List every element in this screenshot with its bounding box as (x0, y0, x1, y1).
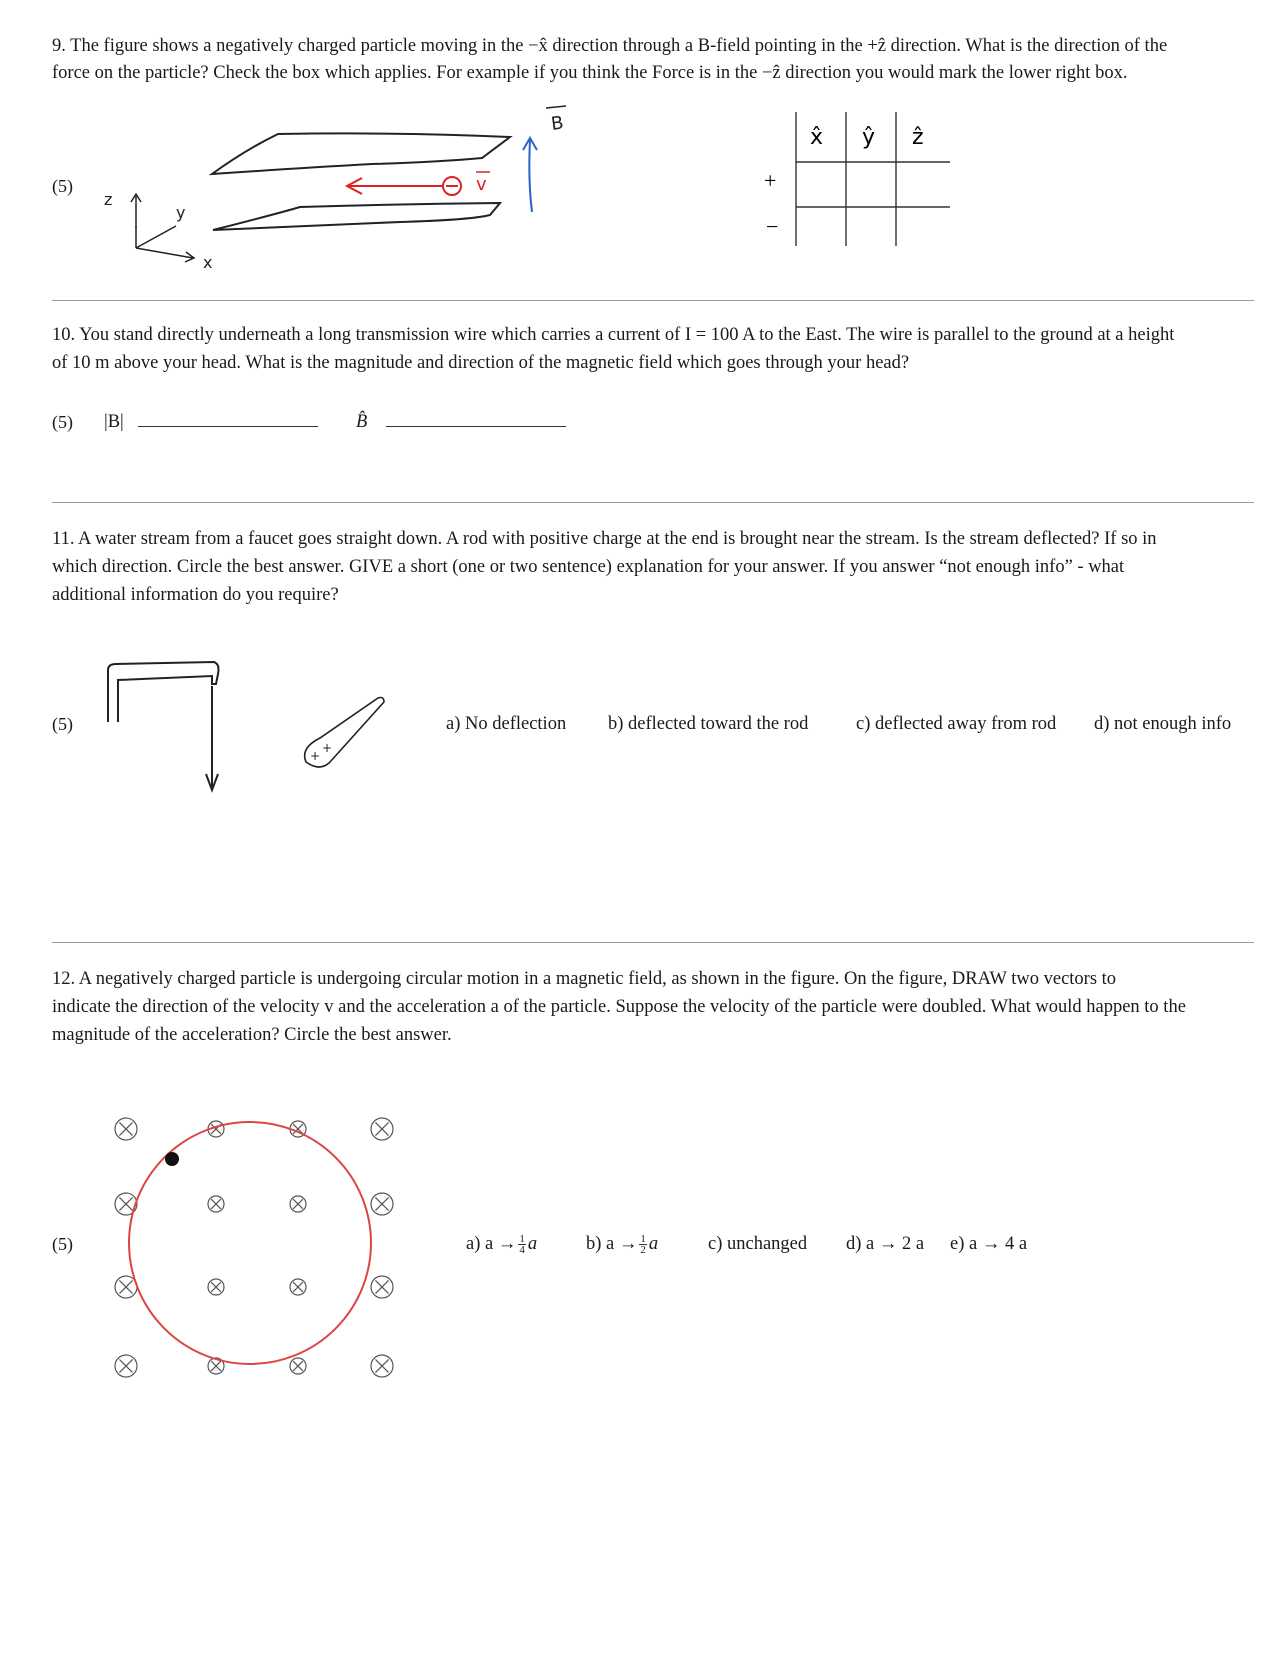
q12-option-b-suffix: a (648, 1234, 659, 1254)
q11-text-line1: 11. A water stream from a faucet goes straight down. A rod with positive charge at the end is brought near the stream. Is the stream deflected? If so in (52, 529, 1157, 549)
q12-text-line1: 12. A negatively charged particle is undergoing circular motion in a magnetic field, as shown in the figure. On the figure, DRAW two vectors to (52, 969, 1117, 989)
q12-option-a-suffix: a (527, 1234, 538, 1254)
fraction-numerator: 1 (640, 1233, 646, 1246)
axis-z-label: z (104, 190, 113, 209)
q12-option-b-prefix: b) a → (586, 1234, 638, 1254)
field-into-page-icon (208, 1279, 224, 1295)
q12-text-line3: magnitude of the acceleration? Circle the best answer. (52, 1025, 452, 1045)
fraction-denominator: 2 (640, 1244, 646, 1257)
q11-sketch (0, 650, 420, 800)
q11-text-line2 (52, 553, 1252, 581)
q11-option-d[interactable]: d) not enough info (1094, 714, 1232, 734)
q12-option-a[interactable] (466, 1234, 537, 1255)
field-into-page-icon (371, 1355, 393, 1377)
q12-points: (5) (52, 1234, 73, 1254)
q12-option-d[interactable]: d) a → 2 a (846, 1234, 925, 1254)
field-into-page-icon (290, 1358, 306, 1374)
magnitude-blank[interactable] (138, 426, 318, 427)
q9-text-line2: force on the particle? Check the box which applies. For example if you think the Force is in the −ẑ direction you would mark the lower right box. (52, 63, 1128, 83)
divider-2 (52, 502, 1254, 503)
cell-plus-y[interactable] (846, 162, 896, 207)
magnitude-label: |B| (104, 412, 124, 432)
field-into-page-icon (371, 1276, 393, 1298)
q10-text-line1: 10. You stand directly underneath a long transmission wire which carries a current of I = 100 A to the East. The wire is parallel to the ground at a height (52, 325, 1175, 345)
b-field-label: B (549, 112, 565, 135)
upper-plate (212, 133, 510, 174)
q10-text-line2: of 10 m above your head. What is the magnitude and direction of the magnetic field which goes through your head? (52, 353, 910, 373)
q11-points: (5) (52, 714, 73, 734)
q12-option-b-fraction (639, 1234, 647, 1255)
cell-plus-x[interactable] (796, 162, 846, 207)
q9-text-line1: 9. The figure shows a negatively charged particle moving in the −x̂ direction through a B-field pointing in the +ẑ direction. What is the direction of the (52, 36, 1168, 56)
fraction-denominator: 4 (519, 1244, 525, 1257)
magnitude-answer (104, 412, 318, 433)
q9-points: (5) (52, 176, 73, 196)
svg-text:+: + (322, 741, 333, 755)
fraction-numerator: 1 (519, 1233, 525, 1246)
lower-plate (213, 203, 500, 230)
divider-3 (52, 942, 1254, 943)
axis-y-label: y (176, 203, 186, 222)
cell-minus-y[interactable] (846, 207, 896, 246)
field-into-page-icon (290, 1196, 306, 1212)
direction-blank[interactable] (386, 426, 566, 427)
cell-minus-x[interactable] (796, 207, 846, 246)
field-into-page-icon (115, 1118, 137, 1140)
q12-option-e[interactable]: e) a → 4 a (950, 1234, 1028, 1254)
q11-option-c[interactable]: c) deflected away from rod (856, 714, 1057, 734)
magnetic-field-figure (100, 1100, 440, 1400)
divider-1 (52, 300, 1254, 301)
field-into-page-icon (290, 1279, 306, 1295)
grid-header-x: x̂ (810, 125, 824, 150)
field-into-page-icon (115, 1355, 137, 1377)
q12-option-b[interactable] (586, 1234, 658, 1255)
q10-points: (5) (52, 412, 73, 432)
q11-option-a[interactable]: a) No deflection (446, 714, 567, 734)
cell-minus-z[interactable] (896, 207, 950, 246)
b-field-arrow (529, 140, 532, 212)
q9-sketch (0, 0, 1270, 300)
axis-x-label: x (203, 253, 213, 272)
grid-header-y: ŷ (862, 125, 876, 150)
q11-option-b[interactable]: b) deflected toward the rod (608, 714, 809, 734)
direction-label: B̂ (356, 412, 368, 432)
q12-option-c[interactable]: c) unchanged (708, 1234, 808, 1254)
grid-row-plus: + (764, 168, 777, 193)
svg-text:+: + (310, 749, 321, 763)
field-into-page-icon (371, 1118, 393, 1140)
cell-plus-z[interactable] (896, 162, 950, 207)
q12-text-line2: indicate the direction of the velocity v and the acceleration a of the particle. Suppose the velocity of the particle were doubled. What would happen to the (52, 997, 1186, 1017)
q11-text-line2-content: which direction. Circle the best answer. GIVE a short (one or two sentence) explanation for your answer. If you answer “not enough info” - what (52, 557, 1125, 577)
q12-option-a-fraction (518, 1234, 526, 1255)
field-into-page-icon (208, 1196, 224, 1212)
field-into-page-icon (371, 1193, 393, 1215)
grid-header-z: ẑ (912, 125, 924, 150)
velocity-label: v (476, 174, 487, 195)
q9-answer-grid (758, 112, 958, 262)
q12-option-a-prefix: a) a → (466, 1234, 517, 1254)
grid-row-minus: − (766, 214, 779, 239)
direction-answer (356, 412, 566, 433)
negative-particle-dot (165, 1152, 179, 1166)
faucet (108, 662, 219, 722)
q11-text-line3: additional information do you require? (52, 585, 339, 605)
